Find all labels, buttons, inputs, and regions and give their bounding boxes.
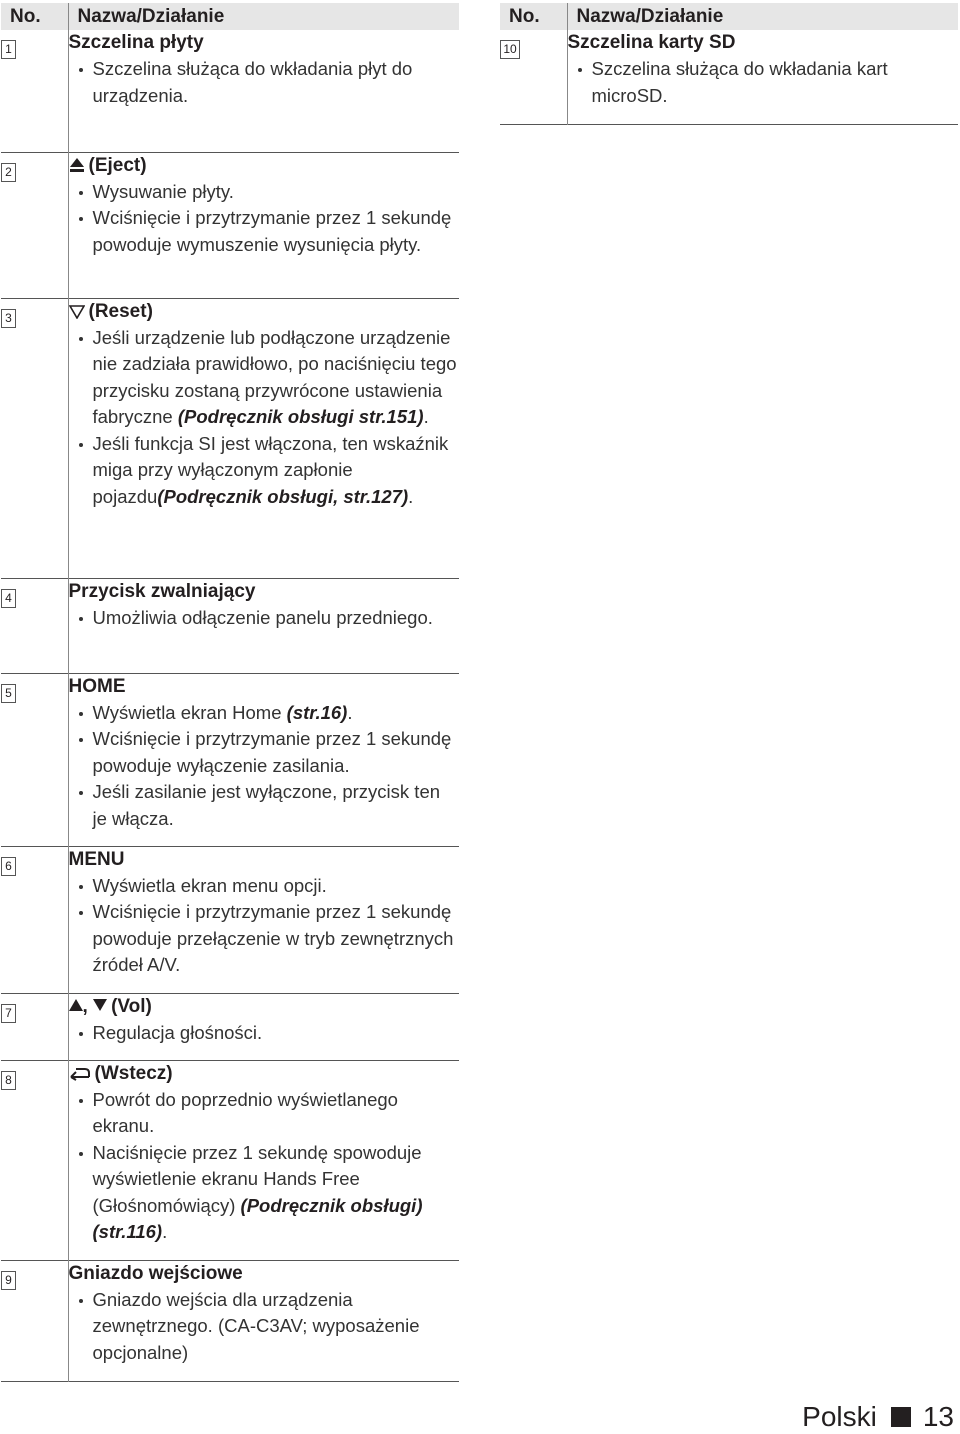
item-number: 6 [1,857,16,876]
manual-reference: (Podręcznik obsługi str.151) [177,406,424,427]
item-number: 1 [1,40,16,59]
table-row [1,30,459,152]
table-row [1,846,459,993]
item-title: Szczelina karty SD [567,32,736,53]
down-triangle-icon [93,999,107,1011]
item-number: 9 [1,1271,16,1290]
bullet: Gniazdo wejścia dla urządzenia zewnętrznego. (CA-C3AV; wyposażenie opcjonalne) [69,1287,460,1367]
table-row [1,673,459,846]
table-row [1,298,459,578]
header-name: Nazwa/Działanie [68,3,459,30]
bullet: Szczelina służąca do wkładania kart microSD. [568,56,959,109]
bullet: Wysuwanie płyty. [69,179,460,206]
bullet: Regulacja głośności. [69,1020,460,1047]
page-footer [802,1400,954,1434]
bullet-text: Jeśli funkcja SI jest włączona, ten wskaźnik miga przy wyłączonym zapłonie pojazdu [92,432,449,507]
item-title: (Eject) [88,154,147,176]
bullet: Powrót do poprzednio wyświetlanego ekranu. [69,1087,460,1140]
bullet: Umożliwia odłączenie panelu przedniego. [69,605,460,632]
up-triangle-icon [69,999,83,1011]
bullet-text: Jeśli urządzenie lub podłączone urządzenie nie zadziała prawidłowo, po naciśnięciu tego przycisku zostaną przywrócone ustawienia fabryczne [92,326,457,427]
table-row [1,1060,459,1260]
item-number: 8 [1,1071,16,1090]
page-number: 13 [922,1401,954,1432]
item-title: Gniazdo wejściowe [68,1262,243,1284]
table-header [500,3,958,30]
bullet-text: Naciśnięcie przez 1 sekundę spowoduje wyświetlenie ekranu Hands Free (Głośnomówiący) [92,1141,422,1216]
bullet: Szczelina służąca do wkładania płyt do urządzenia. [69,56,460,109]
item-title: MENU [68,848,125,870]
item-title: (Reset) [88,300,153,322]
item-title: (Wstecz) [94,1062,173,1084]
item-title: (Vol) [111,995,152,1017]
table-row [1,152,459,298]
bullet-text: Wyświetla ekran Home [92,701,287,723]
item-number: 5 [1,684,16,703]
item-number: 2 [1,163,16,182]
item-title: HOME [68,675,126,697]
bullet: Jeśli funkcja SI jest włączona, ten wskaźnik miga przy wyłączonym zapłonie pojazdu(Podręcznik obsługi, str.127). [69,431,460,511]
header-name: Nazwa/Działanie [567,3,958,30]
item-number: 7 [1,1004,16,1023]
item-number: 3 [1,309,16,328]
manual-reference: (Podręcznik obsługi, str.127) [157,485,409,507]
reset-triangle-icon [69,305,85,319]
square-icon [891,1407,911,1427]
left-spec-table [1,3,459,1382]
table-header [1,3,459,30]
manual-reference: (Podręcznik obsługi) (str.116) [92,1194,423,1242]
bullet: Wyświetla ekran menu opcji. [69,873,460,900]
bullet: Wciśnięcie i przytrzymanie przez 1 sekundę powoduje wymuszenie wysunięcia płyty. [69,205,460,258]
item-number: 10 [500,40,520,59]
bullet: Jeśli zasilanie jest wyłączone, przycisk ten je włącza. [69,779,460,832]
bullet: Wciśnięcie i przytrzymanie przez 1 sekundę powoduje przełączenie w tryb zewnętrznych źródeł A/V. [69,899,460,979]
item-title: Przycisk zwalniający [68,580,256,602]
table-row [1,578,459,673]
item-title: Szczelina płyty [68,32,204,53]
table-row [500,30,958,124]
header-no: No. [500,3,567,30]
table-row: 7 , (Vol) Regulacja głośności. [1,993,459,1060]
eject-icon [69,157,85,173]
language-label: Polski [802,1401,877,1432]
header-no: No. [1,3,68,30]
back-arrow-icon [69,1065,91,1081]
bullet: Wciśnięcie i przytrzymanie przez 1 sekundę powoduje wyłączenie zasilania. [69,726,460,779]
table-row [1,1260,459,1381]
bullet: Naciśnięcie przez 1 sekundę spowoduje wyświetlenie ekranu Hands Free (Głośnomówiący) (Podręcznik obsługi) (str.116). [69,1140,460,1246]
right-spec-table [500,3,958,125]
manual-reference: (str.16) [286,701,348,723]
bullet: Wyświetla ekran Home (str.16). [69,700,460,727]
bullet: Jeśli urządzenie lub podłączone urządzenie nie zadziała prawidłowo, po naciśnięciu tego przycisku zostaną przywrócone ustawienia fabryczne (Podręcznik obsługi str.151). [69,325,460,431]
item-number: 4 [1,589,16,608]
